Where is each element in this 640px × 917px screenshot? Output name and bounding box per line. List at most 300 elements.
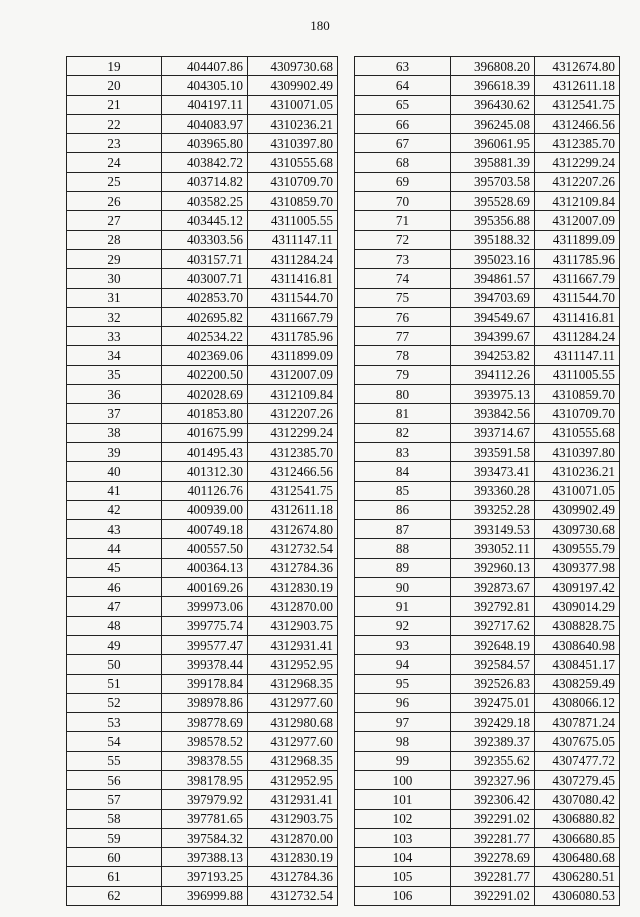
y-coordinate-cell: 4312541.75 <box>248 481 338 500</box>
point-number-cell: 28 <box>67 230 162 249</box>
table-row <box>67 172 338 191</box>
y-coordinate-cell: 4307871.24 <box>535 713 620 732</box>
point-number-cell: 69 <box>355 172 451 191</box>
y-coordinate-cell: 4309902.49 <box>248 76 338 95</box>
y-coordinate-cell: 4308640.98 <box>535 635 620 654</box>
y-coordinate-cell: 4312784.36 <box>248 558 338 577</box>
table-row <box>355 751 620 770</box>
coordinates-table-right <box>354 56 620 906</box>
y-coordinate-cell: 4311667.79 <box>535 269 620 288</box>
x-coordinate-cell: 396618.39 <box>451 76 535 95</box>
y-coordinate-cell: 4309555.79 <box>535 539 620 558</box>
table-row <box>355 346 620 365</box>
y-coordinate-cell: 4311899.09 <box>535 230 620 249</box>
point-number-cell: 106 <box>355 886 451 905</box>
x-coordinate-cell: 393360.28 <box>451 481 535 500</box>
table-row <box>355 462 620 481</box>
table-row <box>355 886 620 905</box>
point-number-cell: 54 <box>67 732 162 751</box>
point-number-cell: 39 <box>67 442 162 461</box>
point-number-cell: 86 <box>355 500 451 519</box>
table-row <box>67 558 338 577</box>
table-row <box>355 192 620 211</box>
table-row <box>67 76 338 95</box>
y-coordinate-cell: 4312385.70 <box>535 134 620 153</box>
y-coordinate-cell: 4312109.84 <box>248 385 338 404</box>
point-number-cell: 72 <box>355 230 451 249</box>
table-row <box>67 732 338 751</box>
x-coordinate-cell: 398578.52 <box>162 732 248 751</box>
y-coordinate-cell: 4311544.70 <box>248 288 338 307</box>
table-row <box>67 481 338 500</box>
y-coordinate-cell: 4312784.36 <box>248 867 338 886</box>
table-row <box>355 790 620 809</box>
x-coordinate-cell: 403303.56 <box>162 230 248 249</box>
y-coordinate-cell: 4309197.42 <box>535 578 620 597</box>
table-row <box>355 616 620 635</box>
point-number-cell: 24 <box>67 153 162 172</box>
x-coordinate-cell: 393975.13 <box>451 385 535 404</box>
table-row <box>67 597 338 616</box>
x-coordinate-cell: 392429.18 <box>451 713 535 732</box>
y-coordinate-cell: 4312385.70 <box>248 442 338 461</box>
table-row <box>67 365 338 384</box>
y-coordinate-cell: 4310555.68 <box>248 153 338 172</box>
table-row <box>67 674 338 693</box>
x-coordinate-cell: 399577.47 <box>162 635 248 654</box>
y-coordinate-cell: 4311899.09 <box>248 346 338 365</box>
y-coordinate-cell: 4312207.26 <box>535 172 620 191</box>
y-coordinate-cell: 4310709.70 <box>248 172 338 191</box>
x-coordinate-cell: 393842.56 <box>451 404 535 423</box>
x-coordinate-cell: 403714.82 <box>162 172 248 191</box>
x-coordinate-cell: 394253.82 <box>451 346 535 365</box>
y-coordinate-cell: 4312830.19 <box>248 848 338 867</box>
y-coordinate-cell: 4310859.70 <box>248 192 338 211</box>
y-coordinate-cell: 4311284.24 <box>248 249 338 268</box>
point-number-cell: 53 <box>67 713 162 732</box>
x-coordinate-cell: 393473.41 <box>451 462 535 481</box>
point-number-cell: 94 <box>355 655 451 674</box>
x-coordinate-cell: 399378.44 <box>162 655 248 674</box>
y-coordinate-cell: 4308259.49 <box>535 674 620 693</box>
x-coordinate-cell: 403842.72 <box>162 153 248 172</box>
point-number-cell: 80 <box>355 385 451 404</box>
table-row <box>355 713 620 732</box>
point-number-cell: 62 <box>67 886 162 905</box>
x-coordinate-cell: 404083.97 <box>162 114 248 133</box>
y-coordinate-cell: 4312611.18 <box>248 500 338 519</box>
y-coordinate-cell: 4308451.17 <box>535 655 620 674</box>
y-coordinate-cell: 4310071.05 <box>248 95 338 114</box>
y-coordinate-cell: 4312870.00 <box>248 597 338 616</box>
point-number-cell: 22 <box>67 114 162 133</box>
table-row <box>355 114 620 133</box>
y-coordinate-cell: 4312207.26 <box>248 404 338 423</box>
table-row <box>355 578 620 597</box>
y-coordinate-cell: 4312952.95 <box>248 770 338 789</box>
table-row <box>67 500 338 519</box>
y-coordinate-cell: 4309730.68 <box>535 520 620 539</box>
table-row <box>67 192 338 211</box>
y-coordinate-cell: 4310397.80 <box>535 442 620 461</box>
table-row <box>67 655 338 674</box>
table-row <box>355 404 620 423</box>
x-coordinate-cell: 393591.58 <box>451 442 535 461</box>
x-coordinate-cell: 392355.62 <box>451 751 535 770</box>
y-coordinate-cell: 4311147.11 <box>535 346 620 365</box>
y-coordinate-cell: 4311284.24 <box>535 327 620 346</box>
y-coordinate-cell: 4311416.81 <box>535 307 620 326</box>
point-number-cell: 97 <box>355 713 451 732</box>
point-number-cell: 49 <box>67 635 162 654</box>
x-coordinate-cell: 401675.99 <box>162 423 248 442</box>
x-coordinate-cell: 394399.67 <box>451 327 535 346</box>
point-number-cell: 38 <box>67 423 162 442</box>
point-number-cell: 90 <box>355 578 451 597</box>
y-coordinate-cell: 4312903.75 <box>248 809 338 828</box>
x-coordinate-cell: 397781.65 <box>162 809 248 828</box>
y-coordinate-cell: 4310236.21 <box>535 462 620 481</box>
x-coordinate-cell: 395881.39 <box>451 153 535 172</box>
point-number-cell: 31 <box>67 288 162 307</box>
table-row <box>355 307 620 326</box>
point-number-cell: 52 <box>67 693 162 712</box>
x-coordinate-cell: 404407.86 <box>162 57 248 76</box>
x-coordinate-cell: 397193.25 <box>162 867 248 886</box>
x-coordinate-cell: 399775.74 <box>162 616 248 635</box>
point-number-cell: 67 <box>355 134 451 153</box>
x-coordinate-cell: 398178.95 <box>162 770 248 789</box>
page-number: 180 <box>310 18 330 33</box>
table-row <box>67 520 338 539</box>
y-coordinate-cell: 4312674.80 <box>535 57 620 76</box>
x-coordinate-cell: 400557.50 <box>162 539 248 558</box>
point-number-cell: 100 <box>355 770 451 789</box>
point-number-cell: 99 <box>355 751 451 770</box>
y-coordinate-cell: 4312931.41 <box>248 790 338 809</box>
y-coordinate-cell: 4312830.19 <box>248 578 338 597</box>
point-number-cell: 66 <box>355 114 451 133</box>
y-coordinate-cell: 4311785.96 <box>248 327 338 346</box>
x-coordinate-cell: 401312.30 <box>162 462 248 481</box>
point-number-cell: 83 <box>355 442 451 461</box>
y-coordinate-cell: 4312007.09 <box>535 211 620 230</box>
x-coordinate-cell: 395703.58 <box>451 172 535 191</box>
table-row <box>67 95 338 114</box>
point-number-cell: 45 <box>67 558 162 577</box>
x-coordinate-cell: 403582.25 <box>162 192 248 211</box>
table-row <box>355 828 620 847</box>
x-coordinate-cell: 392291.02 <box>451 886 535 905</box>
y-coordinate-cell: 4311785.96 <box>535 249 620 268</box>
x-coordinate-cell: 396245.08 <box>451 114 535 133</box>
x-coordinate-cell: 393052.11 <box>451 539 535 558</box>
x-coordinate-cell: 392291.02 <box>451 809 535 828</box>
table-row <box>355 327 620 346</box>
x-coordinate-cell: 401495.43 <box>162 442 248 461</box>
point-number-cell: 93 <box>355 635 451 654</box>
y-coordinate-cell: 4312980.68 <box>248 713 338 732</box>
point-number-cell: 104 <box>355 848 451 867</box>
x-coordinate-cell: 397979.92 <box>162 790 248 809</box>
point-number-cell: 46 <box>67 578 162 597</box>
table-row <box>355 520 620 539</box>
point-number-cell: 26 <box>67 192 162 211</box>
y-coordinate-cell: 4310236.21 <box>248 114 338 133</box>
x-coordinate-cell: 392792.81 <box>451 597 535 616</box>
y-coordinate-cell: 4312903.75 <box>248 616 338 635</box>
y-coordinate-cell: 4312109.84 <box>535 192 620 211</box>
y-coordinate-cell: 4308066.12 <box>535 693 620 712</box>
y-coordinate-cell: 4307675.05 <box>535 732 620 751</box>
y-coordinate-cell: 4311147.11 <box>248 230 338 249</box>
x-coordinate-cell: 392717.62 <box>451 616 535 635</box>
x-coordinate-cell: 402695.82 <box>162 307 248 326</box>
y-coordinate-cell: 4312977.60 <box>248 732 338 751</box>
table-row <box>355 423 620 442</box>
x-coordinate-cell: 396061.95 <box>451 134 535 153</box>
x-coordinate-cell: 399178.84 <box>162 674 248 693</box>
x-coordinate-cell: 402028.69 <box>162 385 248 404</box>
y-coordinate-cell: 4312466.56 <box>248 462 338 481</box>
point-number-cell: 20 <box>67 76 162 95</box>
y-coordinate-cell: 4312968.35 <box>248 751 338 770</box>
table-row <box>67 442 338 461</box>
point-number-cell: 95 <box>355 674 451 693</box>
y-coordinate-cell: 4310071.05 <box>535 481 620 500</box>
table-row <box>355 153 620 172</box>
point-number-cell: 36 <box>67 385 162 404</box>
point-number-cell: 21 <box>67 95 162 114</box>
y-coordinate-cell: 4306080.53 <box>535 886 620 905</box>
table-row <box>67 327 338 346</box>
x-coordinate-cell: 392526.83 <box>451 674 535 693</box>
y-coordinate-cell: 4310859.70 <box>535 385 620 404</box>
table-row <box>67 751 338 770</box>
table-row <box>355 288 620 307</box>
coordinates-table-left <box>66 56 338 906</box>
table-row <box>67 713 338 732</box>
point-number-cell: 81 <box>355 404 451 423</box>
y-coordinate-cell: 4311544.70 <box>535 288 620 307</box>
point-number-cell: 75 <box>355 288 451 307</box>
x-coordinate-cell: 392648.19 <box>451 635 535 654</box>
x-coordinate-cell: 403157.71 <box>162 249 248 268</box>
table-row <box>67 886 338 905</box>
table-row <box>355 172 620 191</box>
table-row <box>355 481 620 500</box>
y-coordinate-cell: 4312732.54 <box>248 539 338 558</box>
y-coordinate-cell: 4312870.00 <box>248 828 338 847</box>
point-number-cell: 32 <box>67 307 162 326</box>
table-row <box>67 809 338 828</box>
point-number-cell: 57 <box>67 790 162 809</box>
table-row <box>355 269 620 288</box>
x-coordinate-cell: 403445.12 <box>162 211 248 230</box>
y-coordinate-cell: 4309014.29 <box>535 597 620 616</box>
x-coordinate-cell: 395356.88 <box>451 211 535 230</box>
x-coordinate-cell: 396430.62 <box>451 95 535 114</box>
x-coordinate-cell: 402200.50 <box>162 365 248 384</box>
point-number-cell: 88 <box>355 539 451 558</box>
x-coordinate-cell: 392475.01 <box>451 693 535 712</box>
table-row <box>355 57 620 76</box>
point-number-cell: 63 <box>355 57 451 76</box>
point-number-cell: 30 <box>67 269 162 288</box>
y-coordinate-cell: 4309730.68 <box>248 57 338 76</box>
point-number-cell: 76 <box>355 307 451 326</box>
point-number-cell: 51 <box>67 674 162 693</box>
point-number-cell: 47 <box>67 597 162 616</box>
y-coordinate-cell: 4310397.80 <box>248 134 338 153</box>
table-row <box>67 346 338 365</box>
table-row <box>67 867 338 886</box>
x-coordinate-cell: 400364.13 <box>162 558 248 577</box>
point-number-cell: 68 <box>355 153 451 172</box>
point-number-cell: 55 <box>67 751 162 770</box>
point-number-cell: 61 <box>67 867 162 886</box>
table-row <box>67 635 338 654</box>
point-number-cell: 34 <box>67 346 162 365</box>
point-number-cell: 84 <box>355 462 451 481</box>
table-row <box>355 732 620 751</box>
table-row <box>67 828 338 847</box>
point-number-cell: 101 <box>355 790 451 809</box>
x-coordinate-cell: 392389.37 <box>451 732 535 751</box>
x-coordinate-cell: 394549.67 <box>451 307 535 326</box>
point-number-cell: 64 <box>355 76 451 95</box>
table-row <box>355 693 620 712</box>
y-coordinate-cell: 4312952.95 <box>248 655 338 674</box>
y-coordinate-cell: 4312732.54 <box>248 886 338 905</box>
table-row <box>355 211 620 230</box>
table-row <box>355 76 620 95</box>
table-row <box>67 462 338 481</box>
table-row <box>67 578 338 597</box>
x-coordinate-cell: 403965.80 <box>162 134 248 153</box>
y-coordinate-cell: 4312299.24 <box>248 423 338 442</box>
y-coordinate-cell: 4310555.68 <box>535 423 620 442</box>
x-coordinate-cell: 400939.00 <box>162 500 248 519</box>
point-number-cell: 25 <box>67 172 162 191</box>
y-coordinate-cell: 4306680.85 <box>535 828 620 847</box>
point-number-cell: 96 <box>355 693 451 712</box>
y-coordinate-cell: 4312299.24 <box>535 153 620 172</box>
point-number-cell: 56 <box>67 770 162 789</box>
point-number-cell: 65 <box>355 95 451 114</box>
point-number-cell: 42 <box>67 500 162 519</box>
x-coordinate-cell: 402369.06 <box>162 346 248 365</box>
x-coordinate-cell: 404197.11 <box>162 95 248 114</box>
table-row <box>355 655 620 674</box>
y-coordinate-cell: 4307080.42 <box>535 790 620 809</box>
point-number-cell: 74 <box>355 269 451 288</box>
point-number-cell: 77 <box>355 327 451 346</box>
table-row <box>67 288 338 307</box>
x-coordinate-cell: 393252.28 <box>451 500 535 519</box>
table-row <box>355 558 620 577</box>
table-row <box>355 500 620 519</box>
x-coordinate-cell: 397584.32 <box>162 828 248 847</box>
x-coordinate-cell: 392281.77 <box>451 867 535 886</box>
table-row <box>67 307 338 326</box>
table-row <box>355 674 620 693</box>
point-number-cell: 79 <box>355 365 451 384</box>
table-row <box>67 134 338 153</box>
point-number-cell: 103 <box>355 828 451 847</box>
table-row <box>67 404 338 423</box>
x-coordinate-cell: 394861.57 <box>451 269 535 288</box>
point-number-cell: 78 <box>355 346 451 365</box>
table-row <box>67 693 338 712</box>
point-number-cell: 60 <box>67 848 162 867</box>
y-coordinate-cell: 4312007.09 <box>248 365 338 384</box>
point-number-cell: 73 <box>355 249 451 268</box>
table-row <box>67 249 338 268</box>
point-number-cell: 27 <box>67 211 162 230</box>
y-coordinate-cell: 4312466.56 <box>535 114 620 133</box>
table-row <box>67 211 338 230</box>
point-number-cell: 41 <box>67 481 162 500</box>
table-row <box>67 539 338 558</box>
x-coordinate-cell: 402853.70 <box>162 288 248 307</box>
x-coordinate-cell: 396808.20 <box>451 57 535 76</box>
y-coordinate-cell: 4312977.60 <box>248 693 338 712</box>
y-coordinate-cell: 4309377.98 <box>535 558 620 577</box>
table-row <box>355 770 620 789</box>
table-row <box>355 230 620 249</box>
x-coordinate-cell: 400169.26 <box>162 578 248 597</box>
x-coordinate-cell: 395528.69 <box>451 192 535 211</box>
table-row <box>355 539 620 558</box>
point-number-cell: 29 <box>67 249 162 268</box>
table-row <box>67 153 338 172</box>
y-coordinate-cell: 4309902.49 <box>535 500 620 519</box>
x-coordinate-cell: 392960.13 <box>451 558 535 577</box>
table-row <box>67 423 338 442</box>
table-row <box>355 635 620 654</box>
table-row <box>355 809 620 828</box>
x-coordinate-cell: 394112.26 <box>451 365 535 384</box>
y-coordinate-cell: 4312541.75 <box>535 95 620 114</box>
table-row <box>67 770 338 789</box>
x-coordinate-cell: 395023.16 <box>451 249 535 268</box>
point-number-cell: 40 <box>67 462 162 481</box>
point-number-cell: 87 <box>355 520 451 539</box>
point-number-cell: 43 <box>67 520 162 539</box>
point-number-cell: 85 <box>355 481 451 500</box>
table-row <box>355 442 620 461</box>
x-coordinate-cell: 398378.55 <box>162 751 248 770</box>
table-row <box>67 385 338 404</box>
table-row <box>67 616 338 635</box>
table-row <box>67 848 338 867</box>
point-number-cell: 59 <box>67 828 162 847</box>
x-coordinate-cell: 403007.71 <box>162 269 248 288</box>
x-coordinate-cell: 398978.86 <box>162 693 248 712</box>
table-row <box>67 57 338 76</box>
x-coordinate-cell: 400749.18 <box>162 520 248 539</box>
y-coordinate-cell: 4311667.79 <box>248 307 338 326</box>
x-coordinate-cell: 398778.69 <box>162 713 248 732</box>
x-coordinate-cell: 393714.67 <box>451 423 535 442</box>
x-coordinate-cell: 401853.80 <box>162 404 248 423</box>
y-coordinate-cell: 4312931.41 <box>248 635 338 654</box>
y-coordinate-cell: 4306480.68 <box>535 848 620 867</box>
x-coordinate-cell: 404305.10 <box>162 76 248 95</box>
x-coordinate-cell: 392281.77 <box>451 828 535 847</box>
